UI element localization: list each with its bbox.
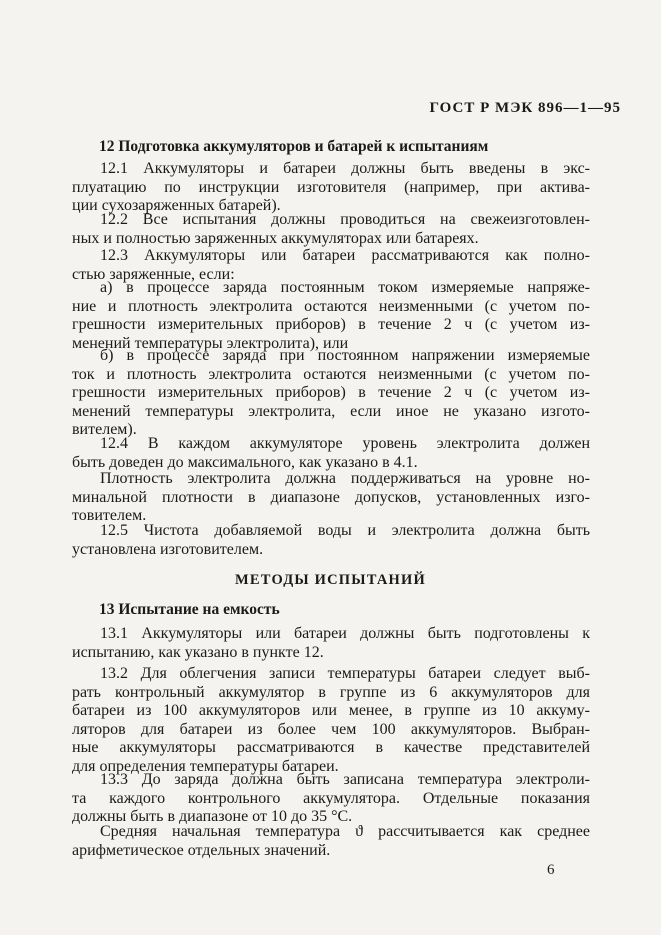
text-line: менений температуры электролита, если иное не указано изгото- [72,402,590,420]
text-line: ляторов для батареи из более чем 100 аккумуляторов. Выбран- [72,720,590,738]
paragraph-12-1 [72,159,590,215]
paragraph-13-2 [72,664,590,775]
paragraph-12-4-density [72,469,590,525]
paragraph-12-4 [72,434,590,471]
text-line: товителем. [72,507,147,524]
text-line: 12.5 Чистота добавляемой воды и электролита должна быть [100,522,590,539]
text-line: ные аккумуляторы рассматриваются в качестве представителей [72,739,590,756]
text-line: Плотность электролита должна поддерживаться на уровне но- [100,470,590,487]
text-line: стью заряженные, если: [72,265,235,283]
paragraph-12-3-a [72,278,590,352]
section-12-title: 12 Подготовка аккумуляторов и батарей к испытаниям [99,138,489,155]
paragraph-12-2 [72,210,590,247]
text-line: 12.3 Аккумуляторы или батареи рассматриваются как полно- [100,247,590,264]
text-line: испытанию, как указано в пункте 12. [72,643,324,661]
text-line: а) в процессе заряда постоянным током измеряемые напряже- [100,279,590,296]
text-line: должны быть в диапазоне от 10 до 35 °С. [72,808,353,825]
text-line: грешности измерительных приборов) в течение 2 ч (с учетом из- [72,384,590,401]
text-line: вителем). [72,421,137,438]
text-line: Средняя начальная температура ϑ рассчитывается как среднее [100,823,590,840]
page-number: 6 [547,862,555,878]
text-line: б) в процессе заряда при постоянном напряжении измеряемые [100,347,590,364]
text-line: грешности измерительных приборов) в течение 2 ч (с учетом из- [72,316,590,333]
text-line: для определения температуры батареи. [72,757,339,775]
text-line: минальной плотности в диапазоне допусков, установленных изго- [72,488,590,506]
section-13-title: 13 Испытание на емкость [99,601,280,618]
text-line: ных и полностью заряженных аккумуляторах или батареях. [72,229,479,247]
text-line: 13.2 Для облегчения записи температуры батареи следует выб- [100,665,590,682]
text-line: 12.4 В каждом аккумуляторе уровень электролита должен [100,435,590,452]
text-line: та каждого контрольного аккумулятора. Отдельные показания [72,789,590,807]
text-line: ции сухозаряженных батарей). [72,197,281,214]
text-line: 12.1 Аккумуляторы и батареи должны быть введены в экс- [100,160,590,177]
paragraph-12-5 [72,521,590,558]
text-line: батареи из 100 аккумуляторов или менее, в группе из 10 аккуму- [72,702,590,719]
text-line: 13.3 До заряда должна быть записана температура электроли- [100,771,590,788]
text-line: 12.2 Все испытания должны проводиться на свежеизготовлен- [100,211,590,228]
text-line: ние и плотность электролита остаются неизменными (с учетом по- [72,297,590,315]
text-line: 13.1 Аккумуляторы или батареи должны быть подготовлены к [100,625,590,642]
methods-heading: МЕТОДЫ ИСПЫТАНИЙ [235,572,426,588]
text-line: менений температуры электролита), или [72,334,349,352]
text-line: ток и плотность электролита остаются неизменными (с учетом по- [72,365,590,383]
paragraph-13-3 [72,770,590,826]
paragraph-13-3-mean [72,822,590,859]
standard-designation: ГОСТ Р МЭК 896—1—95 [429,100,621,116]
text-line: установлена изготовителем. [72,540,264,558]
text-line: рать контрольный аккумулятор в группе из 6 аккумуляторов для [72,683,590,701]
paragraph-12-3-b [72,346,590,439]
text-line: быть доведен до максимального, как указано в 4.1. [72,453,418,471]
paragraph-13-1 [72,624,590,661]
text-line: плуатацию по инструкции изготовителя (например, при актива- [72,178,590,196]
text-line: арифметическое отдельных значений. [72,841,331,859]
